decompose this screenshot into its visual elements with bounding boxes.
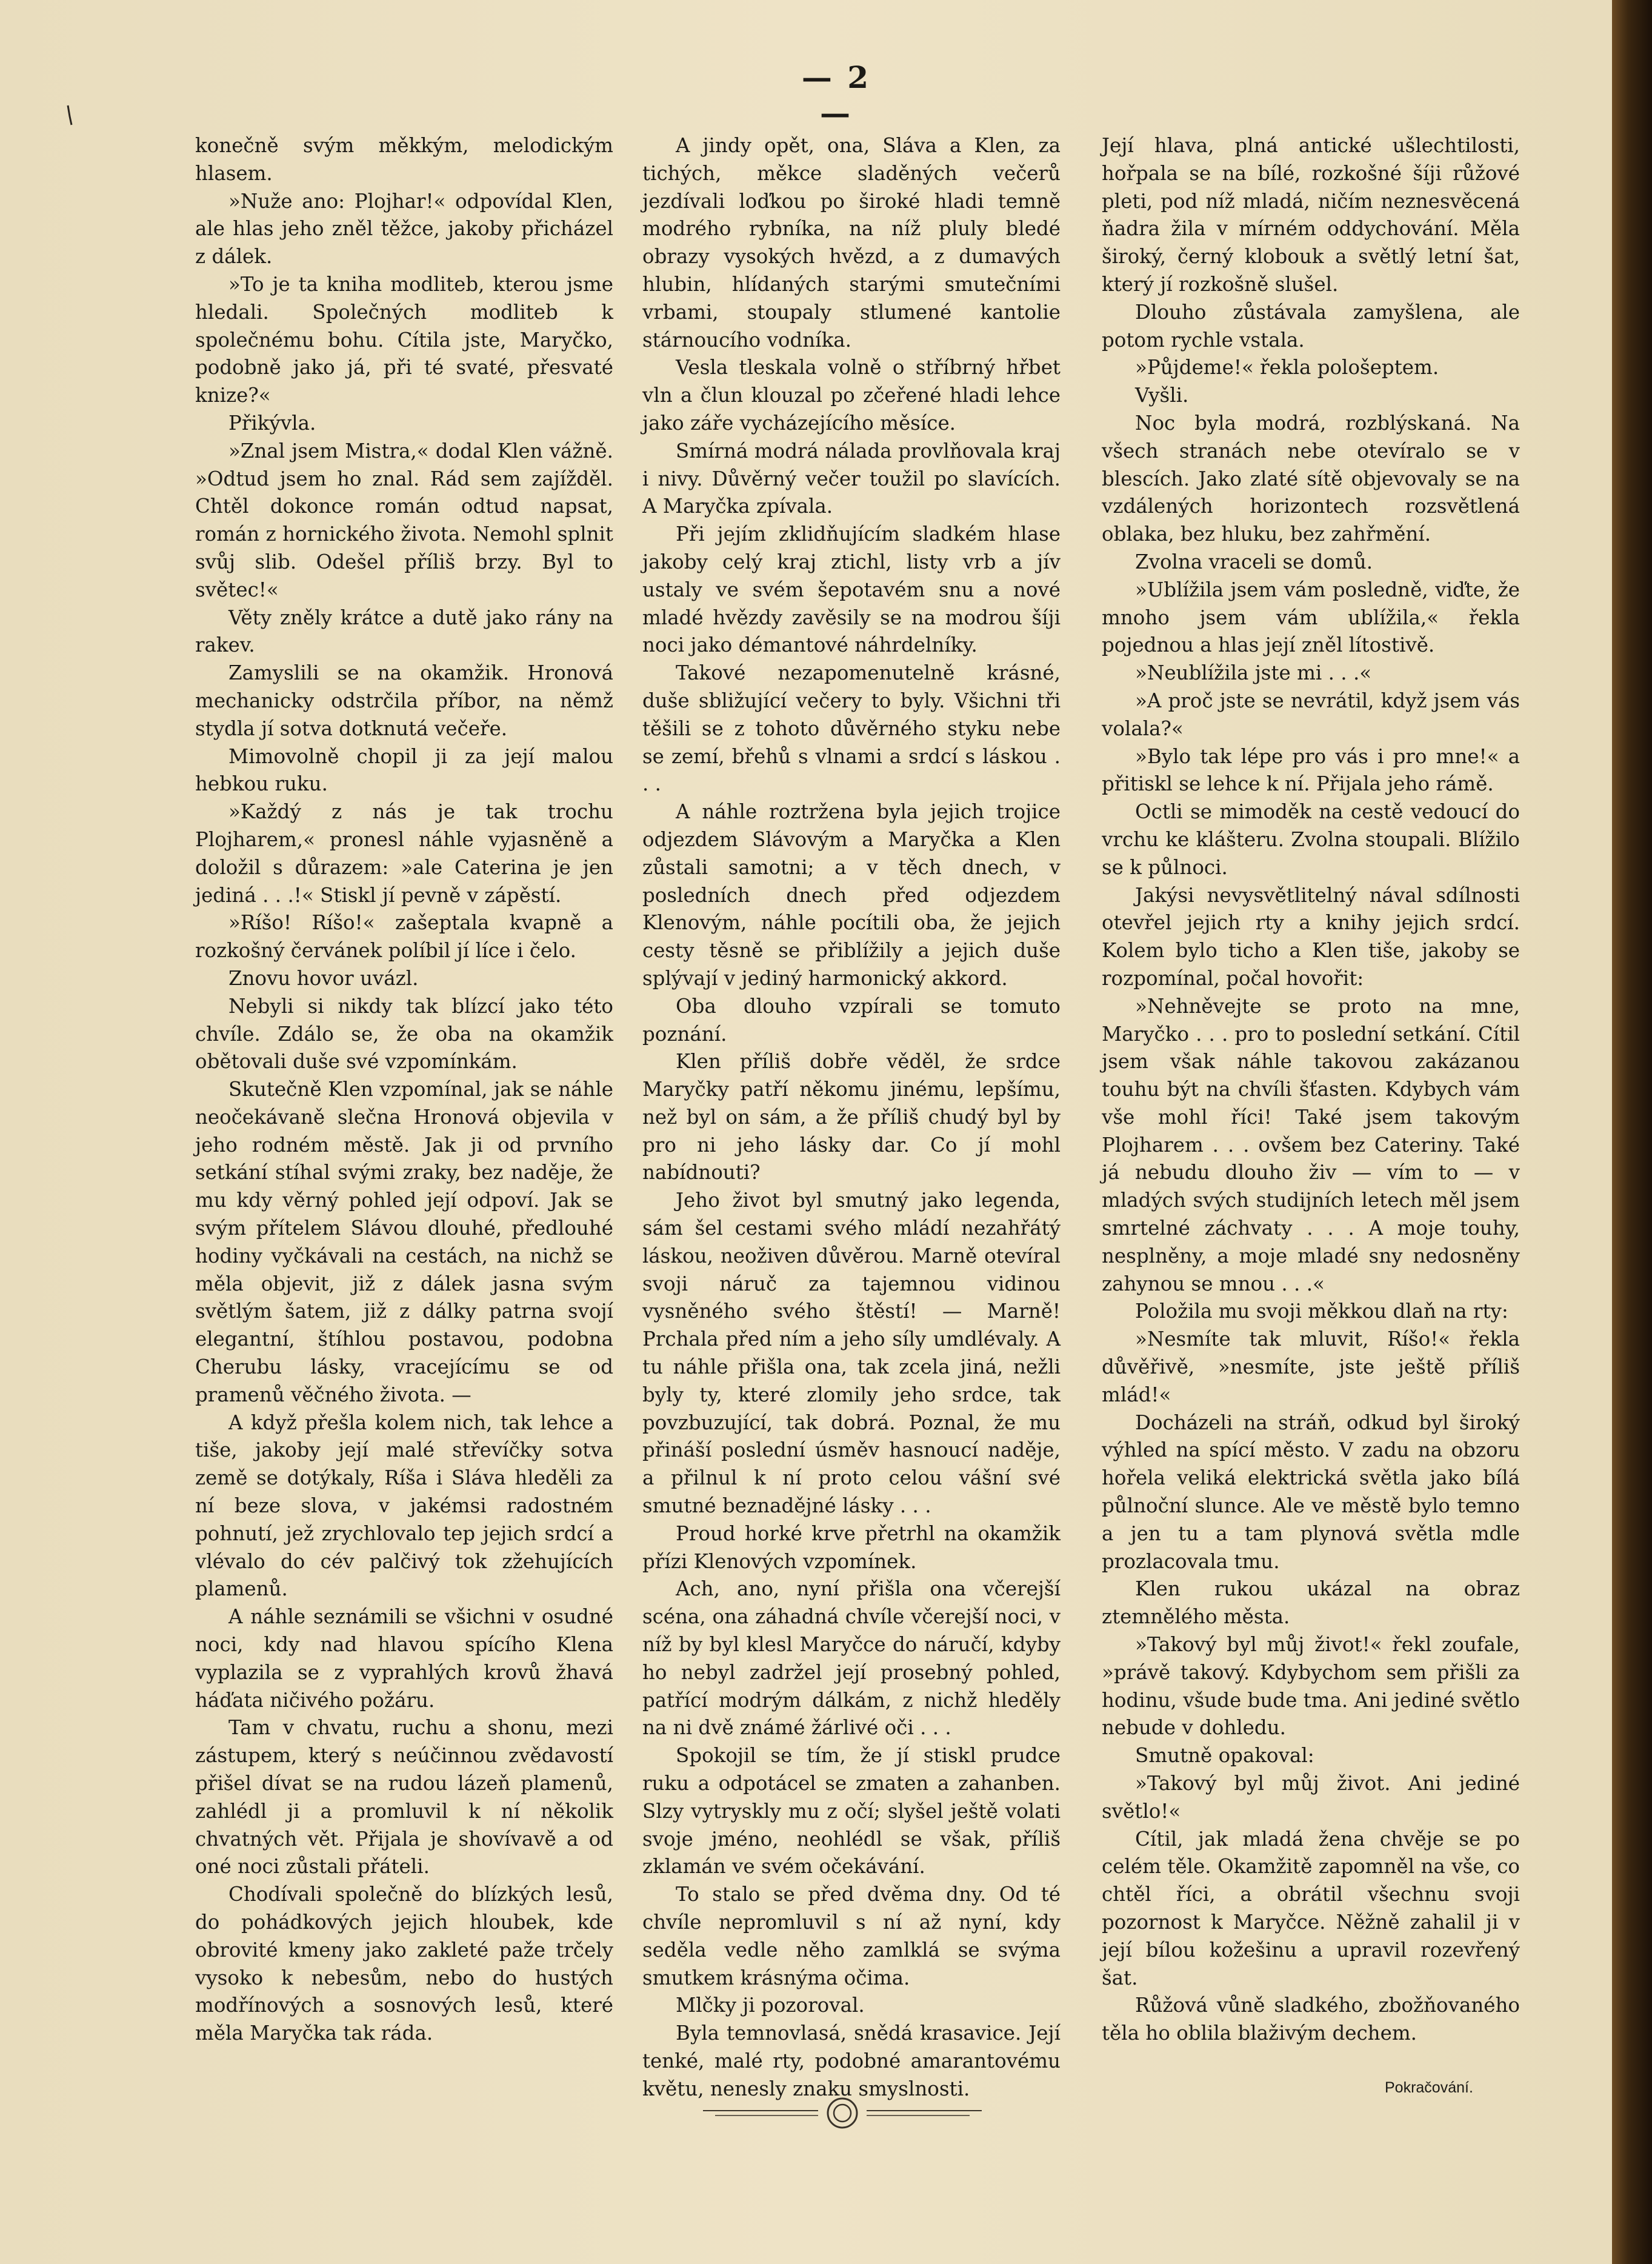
- paragraph: »Ríšo! Ríšo!« zašeptala kvapně a rozkošný červánek políbil jí líce i čelo.: [195, 911, 613, 963]
- paragraph: »Nehněvejte se proto na mne, Maryčko . . . pro to poslední setkání. Cítil jsem však náhle takovou zakázanou touhu být na chvíli šťasten. Kdybych vám vše mohl říci! Také jsem takovým Plojharem . . . ovšem bez Cateriny. Také já nebudu dlouho živ — vím to — v mladých svých studijních letech měl jsem smrtelné záchvaty . . . A moje touhy, nesplněny, a moje mladé sny nedosněny zahynou se mnou . . .«: [1102, 994, 1520, 1295]
- paragraph: Cítil, jak mladá žena chvěje se po celém těle. Okamžitě zapomněl na vše, co chtěl říci, a obrátil všechnu svoji pozornost k Maryčce. Něžně zahalil ji v její bílou kožešinu a upravil rozevřený šat.: [1102, 1827, 1520, 1989]
- paragraph: A když přešla kolem nich, tak lehce a tiše, jakoby její malé střevíčky sotva země se dotýkaly, Ríša i Sláva hleděli za ní beze slova, v jakémsi radostném pohnutí, jež zrychlovalo tep jejich srdcí a vlévalo do cév palčivý tok zžehujících plamenů.: [195, 1411, 613, 1601]
- paragraph: Oba dlouho vzpírali se tomuto poznání.: [642, 994, 1061, 1046]
- paragraph: Vyšli.: [1135, 384, 1189, 407]
- paragraph: konečně svým měkkým, melodickým hlasem.: [195, 134, 613, 185]
- paragraph: A náhle seznámili se všichni v osudné noci, kdy nad hlavou spícího Klena vyplazila se z vyprahlých krovů žhavá háďata ničivého požáru.: [195, 1605, 613, 1712]
- paragraph: Jeho život byl smutný jako legenda, sám šel cestami svého mládí nezahřátý láskou, neoživen důvěrou. Marně otevíral svoji náruč za tajemnou vidinou vysněného svého štěstí! — Marně! Prchala před ním a jeho síly umdlévaly. A tu náhle přišla ona, tak zcela jiná, nežli byly ty, které zlomily jeho srdce, tak povzbuzující, tak dobrá. Poznal, že mu přináší poslední úsměv hasnoucí naděje, a přilnul k ní proto celou vášní své smutné beznadějné lásky . . .: [642, 1189, 1061, 1518]
- paragraph: Věty zněly krátce a dutě jako rány na rakev.: [195, 606, 613, 657]
- text-column-1: [195, 132, 613, 2048]
- paragraph: »Každý z nás je tak trochu Plojharem,« pronesl náhle vyjasněně a doložil s důrazem: »ale Caterina je jen jediná . . .!« Stiskl jí pevně v zápěstí.: [195, 800, 613, 907]
- paragraph: Klen rukou ukázal na obraz ztemnělého města.: [1102, 1577, 1520, 1629]
- paragraph: Skutečně Klen vzpomínal, jak se náhle neočekávaně slečna Hronová objevila v jeho rodném městě. Jak ji od prvního setkání stíhal svými zraky, bez naděje, že mu kdy věrný pohled její odpoví. Jak se svým přítelem Slávou dlouhé, předlouhé hodiny vyčkávali na cestách, na nichž se měla objevit, již z dálek jasna svým světlým šatem, již z dálky patrna svojí elegantní, štíhlou postavou, podobna Cherubu lásky, vracejícímu se od pramenů věčného života. —: [195, 1078, 613, 1406]
- paragraph: Docházeli na stráň, odkud byl široký výhled na spící město. V zadu na obzoru hořela veliká elektrická světla jako bílá půlnoční slunce. Ale ve městě bylo temno a jen tu a tam plynová světla mdle prozlacovala tmu.: [1102, 1411, 1520, 1573]
- paragraph: »Bylo tak lépe pro vás i pro mne!« a přitiskl se lehce k ní. Přijala jeho rámě.: [1102, 744, 1520, 796]
- paragraph: Noc byla modrá, rozblýskaná. Na všech stranách nebe otevíralo se v blescích. Jako zlaté sítě objevovaly se na vzdálených horizontech rozsvětlená oblaka, bez hluku, bez zahřmění.: [1102, 411, 1520, 546]
- paragraph: Při jejím zklidňujícím sladkém hlase jakoby celý kraj ztichl, listy vrb a jív ustaly ve svém šepotavém snu a nové mladé hvězdy zavěsily se na modrou šíji noci jako démantové náhrdelníky.: [642, 523, 1061, 657]
- paragraph: »Takový byl můj život. Ani jediné světlo!«: [1102, 1772, 1520, 1823]
- paragraph: A náhle roztržena byla jejich trojice odjezdem Slávovým a Maryčka a Klen zůstali samotni; a v těch dnech, v posledních dnech před odjezdem Klenovým, náhle pocítili oba, že jejich cesty těsně se přiblížily a jejich duše splývají v jediný harmonický akkord.: [642, 800, 1061, 990]
- paragraph: »Nesmíte tak mluvit, Ríšo!« řekla důvěřivě, »nesmíte, jste ještě příliš mlád!«: [1102, 1327, 1520, 1406]
- paragraph: »Půjdeme!« řekla pološeptem.: [1135, 356, 1439, 379]
- paragraph: Jakýsi nevysvětlitelný nával sdílnosti otevřel jejich rty a knihy jejich srdcí. Kolem bylo ticho a Klen tiše, jakoby se rozpomínal, počal hovořit:: [1102, 883, 1520, 990]
- paragraph: »Nuže ano: Plojhar!« odpovídal Klen, ale hlas jeho zněl těžce, jakoby přicházel z dálek.: [195, 189, 613, 269]
- paragraph: Dlouho zůstávala zamyšlena, ale potom rychle vstala.: [1102, 300, 1520, 352]
- paragraph: A jindy opět, ona, Sláva a Klen, za tichých, měkce sladěných večerů jezdívali loďkou po široké hladi temně modrého rybníka, na níž pluly bledé obrazy vysokých hvězd, a z dumavých hlubin, hlídaných starými smutečními vrbami, stoupaly stlumené kantolie stárnoucího vodníka.: [642, 134, 1061, 352]
- paragraph: Smutně opakoval:: [1135, 1744, 1314, 1768]
- paragraph: Chodívali společně do blízkých lesů, do pohádkových jejich hloubek, kde obrovité kmeny jako zakleté paže trčely vysoko k nebesům, nebo do hustých modřínových a sosnových lesů, které měla Maryčka tak ráda.: [195, 1883, 613, 2045]
- margin-mark: [67, 104, 73, 126]
- paragraph: Proud horké krve přetrhl na okamžik přízi Klenových vzpomínek.: [642, 1521, 1061, 1573]
- paragraph: Vesla tleskala volně o stříbrný hřbet vln a člun klouzal po zčeřené hladi lehce jako záře vycházejícího měsíce.: [642, 356, 1061, 435]
- paragraph: »Znal jsem Mistra,« dodal Klen vážně. »Odtud jsem ho znal. Rád sem zajížděl. Chtěl dokonce román odtud napsat, román z hornického života. Nemohl splnit svůj slib. Odešel příliš brzy. Byl to světec!«: [195, 439, 613, 601]
- text-column-2: [642, 132, 1061, 2103]
- paragraph: Růžová vůně sladkého, zbožňovaného těla ho oblila blaživým dechem.: [1102, 1994, 1520, 2045]
- paragraph: Znovu hovor uvázl.: [228, 966, 419, 990]
- paragraph: Takové nezapomenutelně krásné, duše sbližující večery to byly. Všichni tři těšili se z tohoto důvěrného styku nebe se zemí, břehů s vlnami a srdcí s láskou . . .: [642, 661, 1061, 796]
- paragraph: »A proč jste se nevrátil, když jsem vás volala?«: [1102, 689, 1520, 740]
- paragraph: Mlčky ji pozoroval.: [676, 1994, 865, 2017]
- paragraph: »Ublížila jsem vám posledně, viďte, že mnoho jsem vám ublížila,« řekla pojednou a hlas její zněl lítostivě.: [1102, 578, 1520, 657]
- continuation-note: Pokračování.: [1385, 2079, 1473, 2096]
- paragraph: Klen příliš dobře věděl, že srdce Maryčky patří někomu jinému, lepšímu, než byl on sám, a že příliš chudý byl by pro ni jeho lásky dar. Co jí mohl nabídnouti?: [642, 1050, 1061, 1184]
- paragraph: Zvolna vraceli se domů.: [1135, 550, 1373, 573]
- page-edge-shadow: [1612, 0, 1652, 2264]
- paragraph: Byla temnovlasá, snědá krasavice. Její tenké, malé rty, podobné amarantovému květu, nenesly znaku smyslnosti.: [642, 2022, 1061, 2100]
- paragraph: »Takový byl můj život!« řekl zoufale, »právě takový. Kdybychom sem přišli za hodinu, všude bude tma. Ani jediné světlo nebude v dohledu.: [1102, 1633, 1520, 1740]
- paragraph: Octli se mimoděk na cestě vedoucí do vrchu ke klášteru. Zvolna stoupali. Blížilo se k půlnoci.: [1102, 800, 1520, 879]
- paragraph: To stalo se před dvěma dny. Od té chvíle nepromluvil s ní až nyní, kdy seděla vedle něho zamlklá se svýma smutkem krásnýma očima.: [642, 1883, 1061, 1989]
- paragraph: Spokojil se tím, že jí stiskl prudce ruku a odpotácel se zmaten a zahanben. Slzy vytryskly mu z očí; slyšel ještě volati svoje jméno, neohlédl se však, příliš zklamán ve svém očekávání.: [642, 1744, 1061, 1878]
- paragraph: »To je ta kniha modliteb, kterou jsme hledali. Společných modliteb k společnému bohu. Cítila jste, Maryčko, podobně jako já, při té svaté, přesvaté knize?«: [195, 272, 613, 407]
- paragraph: Mimovolně chopil ji za její malou hebkou ruku.: [195, 744, 613, 796]
- paragraph: »Neublížila jste mi . . .«: [1135, 661, 1372, 685]
- ornament-divider: [703, 2096, 982, 2132]
- paragraph: Její hlava, plná antické ušlechtilosti, hořpala se na bílé, rozkošné šíji růžové pleti, pod níž mladá, ničím neznesvěcená ňadra žila v mírném oddychování. Měla široký, černý klobouk a světlý letní šat, který jí rozkošně slušel.: [1102, 134, 1520, 296]
- paragraph: Přikývla.: [228, 411, 316, 435]
- paragraph: Ach, ano, nyní přišla ona včerejší scéna, ona záhadná chvíle včerejší noci, v níž by byl klesl Maryčce do náručí, kdyby ho nebyl zadržel její prosebný pohled, patřící modrým dálkám, z nichž hleděly na ni dvě známé žárlivé oči . . .: [642, 1577, 1061, 1740]
- paragraph: Nebyli si nikdy tak blízcí jako této chvíle. Zdálo se, že oba na okamžik obětovali duše své vzpomínkám.: [195, 994, 613, 1074]
- paragraph: Zamyslili se na okamžik. Hronová mechanicky odstrčila příbor, na němž stydla jí sotva dotknutá večeře.: [195, 661, 613, 740]
- page-number: — 2 —: [801, 59, 871, 131]
- text-column-3: [1102, 132, 1520, 2048]
- paragraph: Tam v chvatu, ruchu a shonu, mezi zástupem, který s neúčinnou zvědavostí přišel dívat se na rudou lázeň plamenů, zahlédl ji a promluvil k ní několik chvatných vět. Přijala je shovívavě a od oné noci zůstali přáteli.: [195, 1716, 613, 1878]
- paragraph: Položila mu svoji měkkou dlaň na rty:: [1135, 1300, 1508, 1323]
- paragraph: Smírná modrá nálada provlňovala kraj i nivy. Důvěrný večer toužil po slavících. A Maryčka zpívala.: [642, 439, 1061, 518]
